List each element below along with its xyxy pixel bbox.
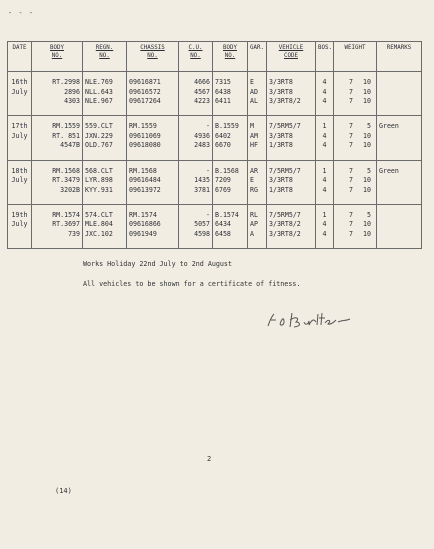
regn-value: OLD.767 <box>85 141 113 150</box>
body2-value: 7209 <box>215 176 231 185</box>
vehicle-code-value: 3/3RT8 <box>269 176 293 185</box>
bos-value: 4 <box>322 176 327 185</box>
bos-cell <box>316 72 334 116</box>
header-bos: BOS. <box>316 42 334 72</box>
header-vehicle-code: VEHICLE CODE <box>267 42 316 72</box>
regn-value: MLE.804 <box>85 220 113 229</box>
cu-cell <box>179 116 213 160</box>
body-no-cell <box>32 160 83 204</box>
body-no-value: RT.2998 <box>52 78 80 86</box>
header-regn: REGN. NO. <box>83 42 127 72</box>
date-cell <box>8 204 32 248</box>
body-no-value: RM.1574 <box>52 210 80 219</box>
body2-value: 6434 <box>215 220 231 229</box>
table-row <box>8 72 422 116</box>
regn-cell <box>83 116 127 160</box>
weight-cwt: 10 <box>363 229 371 238</box>
regn-value: KYY.931 <box>85 185 113 194</box>
chassis-value: RM.1574 <box>129 210 157 219</box>
chassis-value: RM.1568 <box>129 166 157 175</box>
header-row <box>8 42 422 72</box>
regn-value: JXC.102 <box>85 229 113 238</box>
table-row <box>8 116 422 160</box>
bos-cell <box>316 116 334 160</box>
garage-cell <box>248 72 267 116</box>
body2-value: B.1559 <box>215 122 239 131</box>
body2-cell <box>213 160 248 204</box>
weight-cwt: 10 <box>363 131 371 140</box>
vehicle-code-value: 3/3RT8 <box>269 131 293 140</box>
body-no-value: 2896 <box>64 87 80 96</box>
weight-cwt: 10 <box>363 87 371 96</box>
weight-cwt: 10 <box>363 176 371 185</box>
cu-value: 4936 <box>194 131 210 140</box>
weight-tons: 7 <box>349 176 353 185</box>
body-no-cell <box>32 204 83 248</box>
header-garage: GAR. <box>248 42 267 72</box>
weight-line <box>336 78 374 88</box>
header-body-no: BODY NO. <box>32 42 83 72</box>
remarks-cell <box>377 72 422 116</box>
body-no-value: RM.1559 <box>52 122 80 131</box>
chassis-cell <box>127 116 179 160</box>
garage-cell <box>248 116 267 160</box>
header-weight: WEIGHT <box>334 42 377 72</box>
bos-value: 4 <box>322 87 327 96</box>
cu-value: 3781 <box>194 185 210 194</box>
body-no-cell <box>32 72 83 116</box>
weight-cell <box>334 204 377 248</box>
vehicle-code-value: 7/5RM5/7 <box>269 166 301 175</box>
remarks-value: Green <box>379 122 399 131</box>
header-chassis: CHASSIS NO. <box>127 42 179 72</box>
header-cu: C.U. NO. <box>179 42 213 72</box>
garage-value: E <box>250 78 254 86</box>
body-no-cell <box>32 116 83 160</box>
table-row <box>8 160 422 204</box>
chassis-cell <box>127 72 179 116</box>
bos-value: 4 <box>322 229 327 238</box>
garage-value: AL <box>250 97 258 106</box>
body2-value: 6411 <box>215 97 231 106</box>
date-cell <box>8 72 32 116</box>
vehicle-code-cell <box>267 204 316 248</box>
chassis-value: 09618080 <box>129 141 161 150</box>
bos-cell <box>316 160 334 204</box>
weight-line <box>336 186 374 196</box>
table-body <box>8 72 422 249</box>
regn-value: 574.CLT <box>85 210 113 219</box>
date-value: 16th <box>11 78 28 86</box>
garage-value: HF <box>250 141 258 150</box>
regn-cell <box>83 160 127 204</box>
weight-tons: 7 <box>349 97 353 106</box>
cu-value: - <box>206 122 210 131</box>
body2-value: 6670 <box>215 141 231 150</box>
page-number: 2 <box>207 455 212 463</box>
weight-tons: 7 <box>349 87 353 96</box>
cu-value: 4598 <box>194 229 210 238</box>
weight-cwt: 5 <box>367 210 371 219</box>
cu-cell <box>179 160 213 204</box>
body2-value: B.1574 <box>215 210 239 219</box>
cu-value: 1435 <box>194 176 210 185</box>
weight-tons: 7 <box>349 141 353 150</box>
corner-mark: - - - <box>8 9 35 17</box>
handwritten-signature <box>262 308 374 332</box>
bos-value: 4 <box>322 97 327 106</box>
weight-cwt: 5 <box>367 166 371 175</box>
weight-line <box>336 230 374 240</box>
cu-value: 4223 <box>194 97 210 106</box>
bos-cell <box>316 204 334 248</box>
vehicle-code-value: 1/3RT8 <box>269 185 293 194</box>
weight-cwt: 10 <box>363 78 371 86</box>
weight-tons: 7 <box>349 78 353 86</box>
chassis-value: RM.1559 <box>129 122 157 131</box>
vehicle-code-cell <box>267 72 316 116</box>
garage-value: RL <box>250 210 258 219</box>
body2-cell <box>213 116 248 160</box>
bos-value: 4 <box>322 185 327 194</box>
table-row <box>8 204 422 248</box>
date-cell <box>8 160 32 204</box>
sheet-number: (14) <box>55 487 72 495</box>
body2-value: 6458 <box>215 229 231 238</box>
chassis-cell <box>127 160 179 204</box>
chassis-value: 09616572 <box>129 87 161 96</box>
garage-cell <box>248 160 267 204</box>
chassis-value: 09617264 <box>129 97 161 106</box>
body-no-value: RT.3697 <box>52 220 80 229</box>
body2-value: 6402 <box>215 131 231 140</box>
garage-cell <box>248 204 267 248</box>
remarks-cell <box>377 116 422 160</box>
weight-line <box>336 97 374 107</box>
bos-value: 4 <box>322 131 327 140</box>
weight-tons: 7 <box>349 185 353 194</box>
date-value: July <box>11 87 28 96</box>
garage-value: AR <box>250 166 258 175</box>
body-no-value: 4547B <box>60 141 80 150</box>
remarks-value: Green <box>379 166 399 175</box>
body-no-value: RM.1568 <box>52 166 80 175</box>
bos-value: 1 <box>322 210 327 219</box>
bos-value: 4 <box>322 78 327 86</box>
weight-tons: 7 <box>349 131 353 140</box>
header-date: DATE <box>8 42 32 72</box>
remarks-cell <box>377 204 422 248</box>
garage-value: AD <box>250 87 258 96</box>
vehicle-code-value: 7/5RM5/7 <box>269 210 301 219</box>
weight-line <box>336 122 374 132</box>
bos-value: 1 <box>322 122 327 131</box>
vehicle-log-table <box>7 41 422 249</box>
body-no-value: 739 <box>68 229 80 238</box>
body-no-value: 4303 <box>64 97 80 106</box>
garage-value: RG <box>250 185 258 194</box>
vehicle-code-value: 1/3RT8 <box>269 141 293 150</box>
body2-cell <box>213 72 248 116</box>
vehicle-code-value: 3/3RT8 <box>269 87 293 96</box>
regn-cell <box>83 204 127 248</box>
weight-cwt: 5 <box>367 122 371 131</box>
body2-value: B.1568 <box>215 166 239 175</box>
regn-cell <box>83 72 127 116</box>
cu-value: 4666 <box>194 78 210 86</box>
vehicle-code-value: 7/5RM5/7 <box>269 122 301 131</box>
date-value: 18th <box>11 166 28 175</box>
weight-cell <box>334 160 377 204</box>
body-no-value: RT.3479 <box>52 176 80 185</box>
garage-value: AP <box>250 220 258 229</box>
body2-value: 6438 <box>215 87 231 96</box>
header-body2: BODY NO. <box>213 42 248 72</box>
vehicle-code-value: 3/3RT8/2 <box>269 220 301 229</box>
body2-cell <box>213 204 248 248</box>
date-value: July <box>11 176 28 185</box>
weight-cwt: 10 <box>363 97 371 106</box>
vehicle-code-cell <box>267 160 316 204</box>
weight-line <box>336 132 374 142</box>
weight-line <box>336 88 374 98</box>
weight-tons: 7 <box>349 229 353 238</box>
regn-value: 559.CLT <box>85 122 113 131</box>
garage-value: E <box>250 176 254 185</box>
vehicle-code-cell <box>267 116 316 160</box>
body2-value: 6769 <box>215 185 231 194</box>
weight-tons: 7 <box>349 166 353 175</box>
holiday-note: Works Holiday 22nd July to 2nd August <box>83 260 232 268</box>
cu-value: 5057 <box>194 220 210 229</box>
chassis-value: 09616484 <box>129 176 161 185</box>
chassis-value: 09611069 <box>129 131 161 140</box>
remarks-cell <box>377 160 422 204</box>
bos-value: 4 <box>322 220 327 229</box>
date-value: July <box>11 131 28 140</box>
certificate-note: All vehicles to be shown for a certificate of fitness. <box>83 280 301 288</box>
weight-line <box>336 220 374 230</box>
regn-value: 568.CLT <box>85 166 113 175</box>
date-value: 17th <box>11 122 28 131</box>
chassis-value: 09616871 <box>129 78 161 86</box>
regn-value: LYR.898 <box>85 176 113 185</box>
weight-cwt: 10 <box>363 220 371 229</box>
body-no-value: RT. 851 <box>52 131 80 140</box>
regn-value: NLE.769 <box>85 78 113 86</box>
weight-cwt: 10 <box>363 185 371 194</box>
chassis-value: 09613972 <box>129 185 161 194</box>
bos-value: 4 <box>322 141 327 150</box>
chassis-value: 0961949 <box>129 229 157 238</box>
body-no-value: 3202B <box>60 185 80 194</box>
regn-value: NLE.967 <box>85 97 113 106</box>
weight-cwt: 10 <box>363 141 371 150</box>
regn-value: NLL.643 <box>85 87 113 96</box>
weight-line <box>336 211 374 221</box>
weight-tons: 7 <box>349 122 353 131</box>
weight-line <box>336 167 374 177</box>
garage-value: AM <box>250 131 258 140</box>
weight-cell <box>334 116 377 160</box>
vehicle-code-value: 3/3RT8 <box>269 78 293 86</box>
weight-line <box>336 176 374 186</box>
date-value: July <box>11 220 28 229</box>
weight-line <box>336 141 374 151</box>
cu-cell <box>179 72 213 116</box>
vehicle-code-value: 3/3RT8/2 <box>269 97 301 106</box>
weight-cell <box>334 72 377 116</box>
cu-value: - <box>206 210 210 219</box>
cu-value: 2483 <box>194 141 210 150</box>
bos-value: 1 <box>322 166 327 175</box>
weight-tons: 7 <box>349 210 353 219</box>
cu-cell <box>179 204 213 248</box>
cu-value: 4567 <box>194 87 210 96</box>
regn-value: JXN.229 <box>85 131 113 140</box>
date-value: 19th <box>11 210 28 219</box>
body2-value: 7315 <box>215 78 231 86</box>
chassis-cell <box>127 204 179 248</box>
chassis-value: 09616866 <box>129 220 161 229</box>
cu-value: - <box>206 166 210 175</box>
header-remarks: REMARKS <box>377 42 422 72</box>
weight-tons: 7 <box>349 220 353 229</box>
garage-value: M <box>250 122 254 131</box>
date-cell <box>8 116 32 160</box>
vehicle-code-value: 3/3RT8/2 <box>269 229 301 238</box>
garage-value: A <box>250 229 254 238</box>
